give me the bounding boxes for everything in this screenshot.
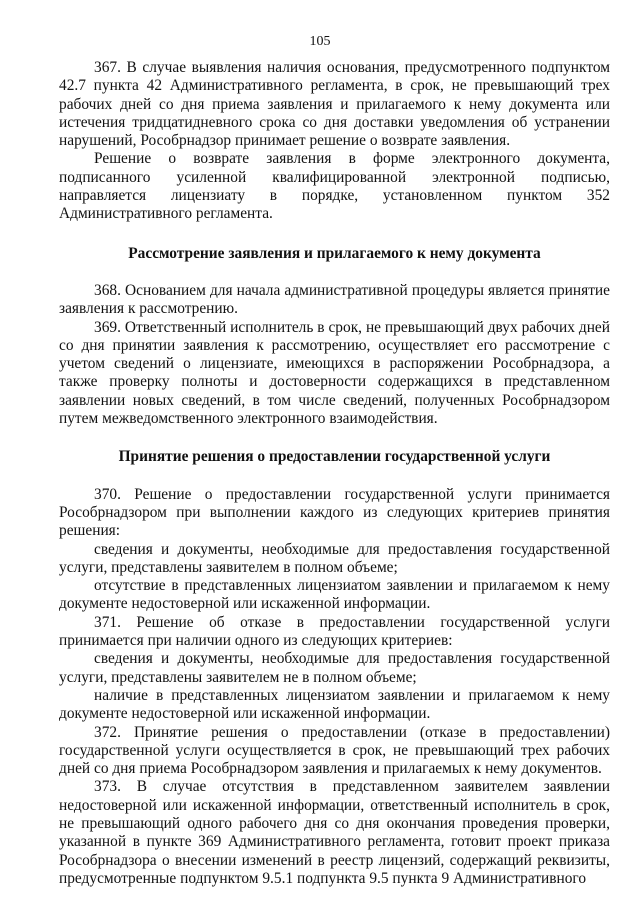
spacer	[59, 263, 610, 282]
paragraph-373: 373. В случае отсутствия в представленном заявителем заявлении недостоверной или искаженной информации, ответственный исполнитель в срок, не превышающий одного рабочего дня со дня окончания проведения проверки, указанной в пункте 369 Административного регламента, готовит проект приказа Рособрнадзора о внесении изменений в реестр лицензий, содержащий реквизиты, предусмотренные подпунктом 9.5.1 подпункта 9.5 пункта 9 Административного	[59, 778, 610, 887]
paragraph-371: 371. Решение об отказе в предоставлении государственной услуги принимается при наличии одного из следующих критериев:	[59, 613, 610, 650]
section-heading-review: Рассмотрение заявления и прилагаемого к нему документа	[128, 244, 541, 262]
document-body	[59, 59, 610, 888]
section-heading-decision: Принятие решения о предоставлении государственной услуги	[118, 448, 551, 466]
paragraph-371-criterion-2: наличие в представленных лицензиатом заявлении и прилагаемом к нему документе недостоверной или искаженной информации.	[59, 686, 610, 723]
paragraph-369: 369. Ответственный исполнитель в срок, не превышающий двух рабочих дней со дня принятии заявления к рассмотрению, осуществляет его рассмотрение с учетом сведений о лицензиате, имеющихся в распоряжении Рособрнадзора, а также проверку полноты и достоверности содержащихся в представленном заявлении новых сведений, в том числе сведений, полученных Рособрнадзором путем межведомственного электронного взаимодействия.	[59, 318, 610, 428]
page-number: 105	[309, 34, 331, 49]
paragraph-367-return-decision: Решение о возврате заявления в форме электронного документа, подписанного усиленной квалифицированной электронной подписью, направляется лицензиату в порядке, установленном пунктом 352 Административного регламента.	[59, 150, 610, 223]
spacer	[59, 467, 610, 486]
paragraph-368: 368. Основанием для начала административной процедуры является принятие заявления к рассмотрению.	[59, 281, 610, 318]
paragraph-370-criterion-2: отсутствие в представленных лицензиатом заявлении и прилагаемом к нему документе недостоверной или искаженной информации.	[59, 577, 610, 613]
paragraph-371-criterion-1: сведения и документы, необходимые для предоставления государственной услуги, представлены заявителем не в полном объеме;	[59, 650, 610, 686]
paragraph-370-criterion-1: сведения и документы, необходимые для предоставления государственной услуги, представлены заявителем в полном объеме;	[59, 540, 610, 576]
paragraph-367: 367. В случае выявления наличия основания, предусмотренного подпунктом 42.7 пункта 42 Административного регламента, в срок, не превышающий трех рабочих дней со дня приема заявления и прилагаемого к нему документа или истечения тридцатидневного срока со дня доставки уведомления об устранении нарушений, Рособрнадзор принимает решение о возврате заявления.	[59, 59, 610, 150]
spacer	[59, 224, 610, 245]
paragraph-372: 372. Принятие решения о предоставлении (отказе в предоставлении) государственной услуги осуществляется в срок, не превышающий трех рабочих дней со дня приема Рособрнадзором заявления и прилагаемых к нему документов.	[59, 723, 610, 778]
spacer	[59, 428, 610, 448]
paragraph-370: 370. Решение о предоставлении государственной услуги принимается Рособрнадзором при выполнении каждого из следующих критериев принятия решения:	[59, 485, 610, 540]
